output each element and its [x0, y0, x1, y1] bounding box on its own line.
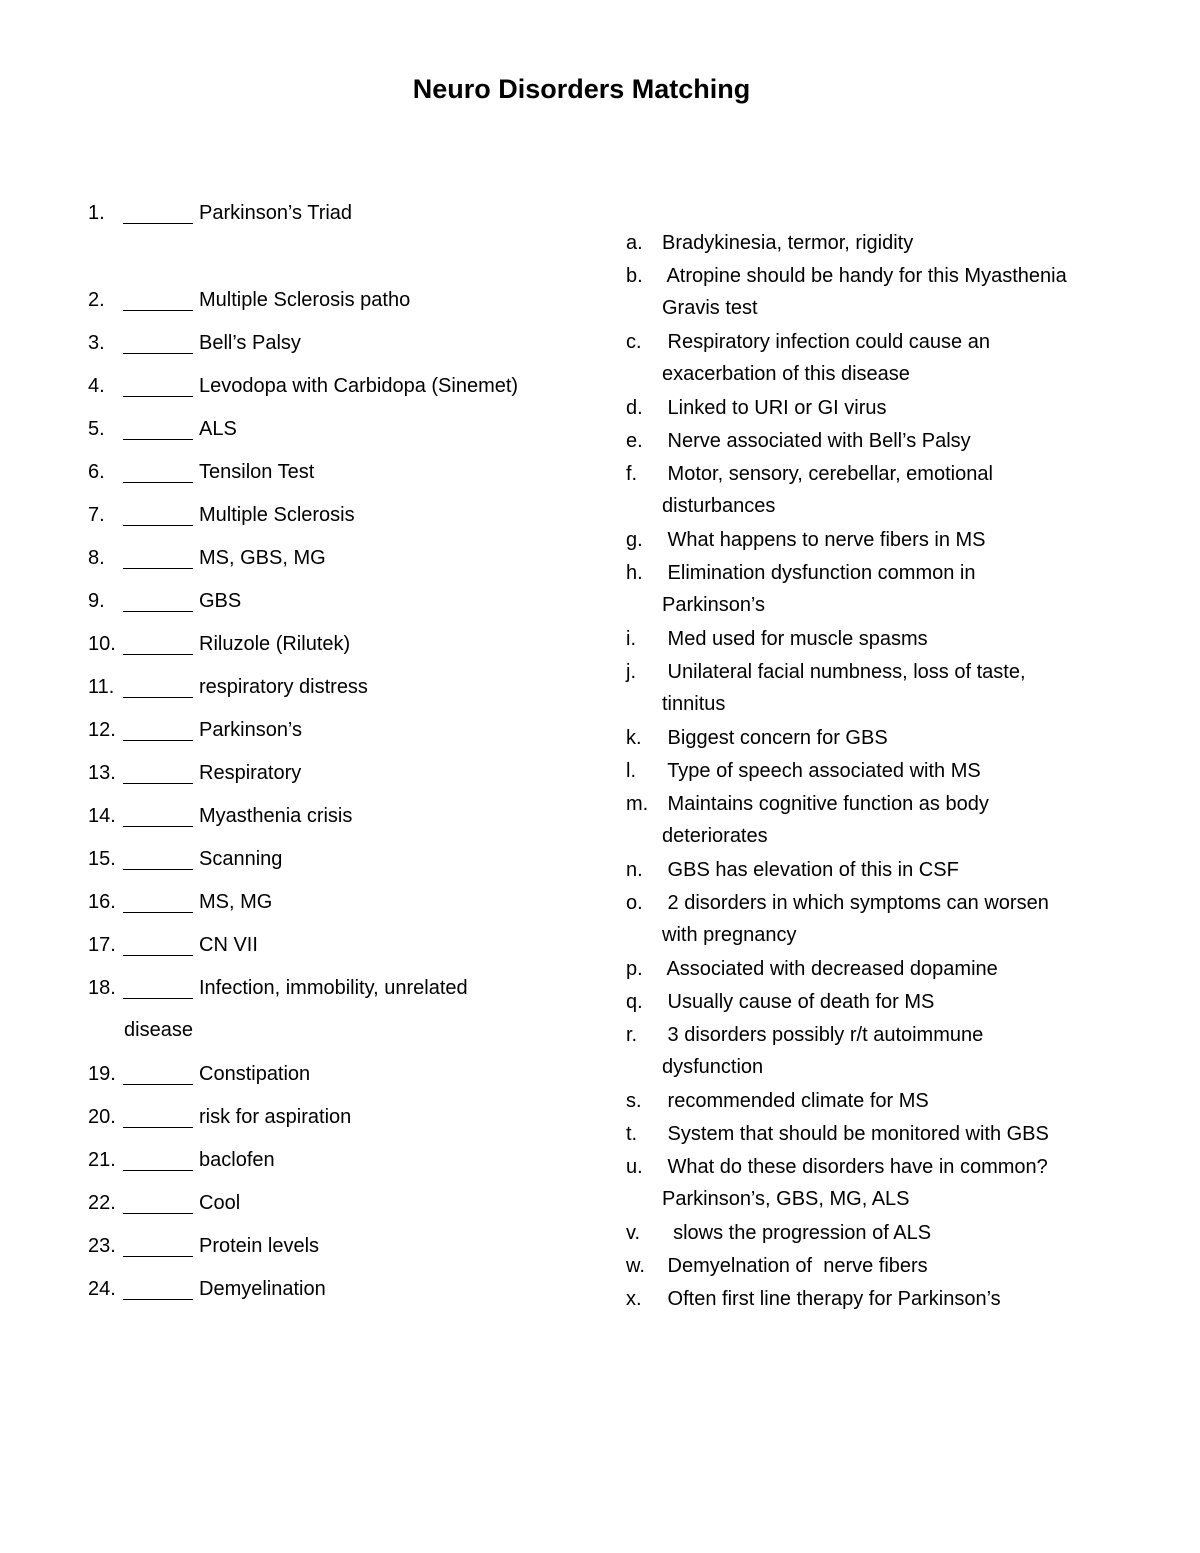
question-item	[0, 630, 600, 658]
option-letter: k.	[626, 727, 642, 749]
answer-blank[interactable]	[123, 611, 193, 612]
question-number: 7.	[88, 504, 105, 526]
option-text: What do these disorders have in common?	[662, 1156, 1048, 1178]
option-letter: q.	[626, 991, 643, 1013]
question-item	[0, 1275, 600, 1303]
question-item	[0, 716, 600, 744]
option-text-continued: Gravis test	[662, 297, 758, 319]
question-item	[0, 845, 600, 873]
answer-blank[interactable]	[123, 525, 193, 526]
option-letter: i.	[626, 628, 636, 650]
question-item	[0, 759, 600, 787]
question-text: CN VII	[199, 934, 258, 956]
question-text: Protein levels	[199, 1235, 320, 1257]
question-text: baclofen	[199, 1149, 275, 1171]
question-number: 12.	[88, 719, 116, 741]
answer-blank[interactable]	[123, 697, 193, 698]
option-text-continued: Parkinson’s, GBS, MG, ALS	[662, 1188, 910, 1210]
question-number: 8.	[88, 547, 105, 569]
question-number: 9.	[88, 590, 105, 612]
question-number: 1.	[88, 202, 105, 224]
question-number: 15.	[88, 848, 116, 870]
option-text: Maintains cognitive function as body	[662, 793, 989, 815]
question-number: 10.	[88, 633, 116, 655]
question-text: Parkinson’s Triad	[199, 202, 353, 224]
option-text: Demyelnation of nerve fibers	[662, 1255, 928, 1277]
question-item	[0, 1103, 600, 1131]
option-letter: r.	[626, 1024, 638, 1046]
question-number: 2.	[88, 289, 105, 311]
option-letter: d.	[626, 397, 643, 419]
answer-blank[interactable]	[123, 353, 193, 354]
option-text-continued: with pregnancy	[662, 924, 797, 946]
question-item	[0, 458, 600, 486]
question-number: 17.	[88, 934, 116, 956]
answer-blank[interactable]	[123, 1213, 193, 1214]
question-number: 3.	[88, 332, 105, 354]
option-text: Linked to URI or GI virus	[662, 397, 887, 419]
question-item	[0, 888, 600, 916]
question-item	[0, 286, 600, 314]
question-item	[0, 802, 600, 830]
question-number: 6.	[88, 461, 105, 483]
question-item	[0, 1146, 600, 1174]
question-text: Constipation	[199, 1063, 311, 1085]
answer-blank[interactable]	[123, 1084, 193, 1085]
page-title: Neuro Disorders Matching	[412, 74, 751, 104]
answer-blank[interactable]	[123, 826, 193, 827]
answer-blank[interactable]	[123, 396, 193, 397]
option-letter: e.	[626, 430, 643, 452]
answer-blank[interactable]	[123, 1256, 193, 1257]
answer-blank[interactable]	[123, 223, 193, 224]
question-text: Respiratory	[199, 762, 302, 784]
option-letter: t.	[626, 1123, 638, 1145]
question-number: 23.	[88, 1235, 116, 1257]
question-text: risk for aspiration	[199, 1106, 352, 1128]
question-number: 19.	[88, 1063, 116, 1085]
question-number: 11.	[88, 676, 115, 698]
option-text: Often first line therapy for Parkinson’s	[662, 1288, 1001, 1310]
option-text-continued: deteriorates	[662, 825, 768, 847]
answer-blank[interactable]	[123, 1127, 193, 1128]
question-item	[0, 544, 600, 572]
option-letter: f.	[626, 463, 638, 485]
option-text: Atropine should be handy for this Myasthenia	[662, 265, 1067, 287]
option-letter: l.	[626, 760, 636, 782]
question-text: respiratory distress	[199, 676, 368, 698]
question-number: 16.	[88, 891, 116, 913]
question-item	[0, 974, 600, 1041]
question-item	[0, 1232, 600, 1260]
question-item	[0, 1189, 600, 1217]
question-text: Bell’s Palsy	[199, 332, 301, 354]
answer-blank[interactable]	[123, 310, 193, 311]
option-text: System that should be monitored with GBS	[662, 1123, 1049, 1145]
question-text: MS, MG	[199, 891, 273, 913]
option-letter: b.	[626, 265, 643, 287]
answer-blank[interactable]	[123, 439, 193, 440]
question-number: 4.	[88, 375, 105, 397]
option-text: Med used for muscle spasms	[662, 628, 928, 650]
answer-blank[interactable]	[123, 955, 193, 956]
option-text-continued: exacerbation of this disease	[662, 363, 910, 385]
option-letter: c.	[626, 331, 642, 353]
question-text: Myasthenia crisis	[199, 805, 353, 827]
answer-blank[interactable]	[123, 783, 193, 784]
option-letter: p.	[626, 958, 643, 980]
option-letter: u.	[626, 1156, 643, 1178]
option-text: Respiratory infection could cause an	[662, 331, 990, 353]
answer-blank[interactable]	[123, 998, 193, 999]
option-text-continued: Parkinson’s	[662, 594, 766, 616]
question-number: 21.	[88, 1149, 116, 1171]
question-number: 20.	[88, 1106, 116, 1128]
option-text: recommended climate for MS	[662, 1090, 929, 1112]
answer-blank[interactable]	[123, 740, 193, 741]
question-text: Levodopa with Carbidopa (Sinemet)	[199, 375, 519, 397]
question-text: Parkinson’s	[199, 719, 303, 741]
option-text: Motor, sensory, cerebellar, emotional	[662, 463, 993, 485]
question-item	[0, 372, 600, 400]
answer-blank[interactable]	[123, 912, 193, 913]
question-text: Infection, immobility, unrelated	[199, 977, 468, 999]
option-letter: g.	[626, 529, 643, 551]
option-text: 2 disorders in which symptoms can worsen	[662, 892, 1049, 914]
question-number: 24.	[88, 1278, 116, 1300]
question-number: 22.	[88, 1192, 116, 1214]
question-item	[0, 501, 600, 529]
answer-blank[interactable]	[123, 869, 193, 870]
option-letter: j.	[626, 661, 636, 683]
option-letter: w.	[626, 1255, 645, 1277]
option-text: Elimination dysfunction common in	[662, 562, 976, 584]
question-text: Multiple Sclerosis	[199, 504, 355, 526]
option-text: Type of speech associated with MS	[662, 760, 981, 782]
question-item	[0, 415, 600, 443]
question-number: 14.	[88, 805, 116, 827]
option-text: Bradykinesia, termor, rigidity	[662, 232, 914, 254]
option-text: What happens to nerve fibers in MS	[662, 529, 986, 551]
option-letter: v.	[626, 1222, 641, 1244]
question-text: Demyelination	[199, 1278, 326, 1300]
question-text: GBS	[199, 590, 242, 612]
answer-blank[interactable]	[123, 568, 193, 569]
option-text-continued: tinnitus	[662, 693, 726, 715]
option-text: Unilateral facial numbness, loss of taste,	[662, 661, 1026, 683]
answer-blank[interactable]	[123, 482, 193, 483]
option-letter: o.	[626, 892, 643, 914]
question-text-continued: disease	[124, 1019, 193, 1041]
question-item	[0, 673, 600, 701]
question-text: Scanning	[199, 848, 283, 870]
option-text: GBS has elevation of this in CSF	[662, 859, 959, 881]
question-text: MS, GBS, MG	[199, 547, 326, 569]
option-letter: s.	[626, 1090, 642, 1112]
question-text: ALS	[199, 418, 237, 440]
option-letter: m.	[626, 793, 649, 815]
question-item	[0, 931, 600, 959]
question-item	[0, 1060, 600, 1088]
question-text: Riluzole (Rilutek)	[199, 633, 351, 655]
question-number: 18.	[88, 977, 116, 999]
answer-blank[interactable]	[123, 1299, 193, 1300]
question-item	[0, 587, 600, 615]
answer-blank[interactable]	[123, 654, 193, 655]
option-text-continued: dysfunction	[662, 1056, 764, 1078]
option-text: 3 disorders possibly r/t autoimmune	[662, 1024, 984, 1046]
option-text: Nerve associated with Bell’s Palsy	[662, 430, 971, 452]
option-letter: h.	[626, 562, 643, 584]
answer-blank[interactable]	[123, 1170, 193, 1171]
option-text: Biggest concern for GBS	[662, 727, 888, 749]
option-text: slows the progression of ALS	[662, 1222, 932, 1244]
question-number: 5.	[88, 418, 105, 440]
option-text: Usually cause of death for MS	[662, 991, 935, 1013]
question-item	[0, 329, 600, 357]
question-text: Multiple Sclerosis patho	[199, 289, 411, 311]
question-text: Cool	[199, 1192, 241, 1214]
option-letter: a.	[626, 232, 643, 254]
question-text: Tensilon Test	[199, 461, 315, 483]
question-item	[0, 199, 600, 227]
option-text-continued: disturbances	[662, 495, 776, 517]
option-letter: x.	[626, 1288, 642, 1310]
option-text: Associated with decreased dopamine	[662, 958, 998, 980]
question-number: 13.	[88, 762, 116, 784]
option-letter: n.	[626, 859, 643, 881]
